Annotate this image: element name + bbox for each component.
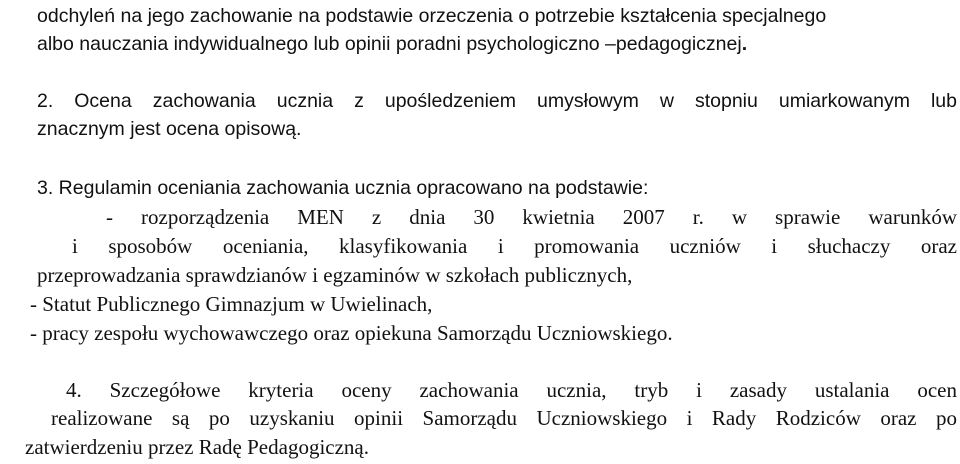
item-2-line-1: 2. Ocena zachowania ucznia z upośledzeniem umysłowym w stopniu umiarkowanym lub [37, 90, 957, 112]
item-3-source-regulation-line-2: i sposobów oceniania, klasyfikowania i promowania uczniów i słuchaczy oraz [72, 234, 957, 258]
intro-paragraph-line-2-text: albo nauczania indywidualnego lub opinii poradni psychologiczno –pedagogicznej [37, 33, 742, 55]
item-3-source-statute: - Statut Publicznego Gimnazjum w Uwielinach, [30, 292, 433, 316]
intro-paragraph-period: . [741, 33, 748, 55]
item-4-line-1: 4. Szczegółowe kryteria oceny zachowania ucznia, tryb i zasady ustalania ocen [66, 378, 957, 402]
item-3-source-regulation-line-1: - rozporządzenia MEN z dnia 30 kwietnia 2007 r. w sprawie warunków [106, 205, 957, 229]
item-2-line-2: znacznym jest ocena opisową. [37, 118, 302, 140]
intro-paragraph-line-1: odchyleń na jego zachowanie na podstawie orzeczenia o potrzebie kształcenia specjalnego [37, 5, 827, 27]
item-3-heading: 3. Regulamin oceniania zachowania ucznia opracowano na podstawie: [37, 177, 649, 199]
item-3-source-regulation-line-3: przeprowadzania sprawdzianów i egzaminów w szkołach publicznych, [37, 263, 633, 287]
intro-paragraph-line-2 [37, 32, 747, 56]
item-3-source-team: - pracy zespołu wychowawczego oraz opiekuna Samorządu Uczniowskiego. [30, 321, 673, 345]
item-4-line-2: realizowane są po uzyskaniu opinii Samorządu Uczniowskiego i Rady Rodziców oraz po [51, 406, 957, 430]
item-4-line-3: zatwierdzeniu przez Radę Pedagogiczną. [25, 435, 369, 459]
